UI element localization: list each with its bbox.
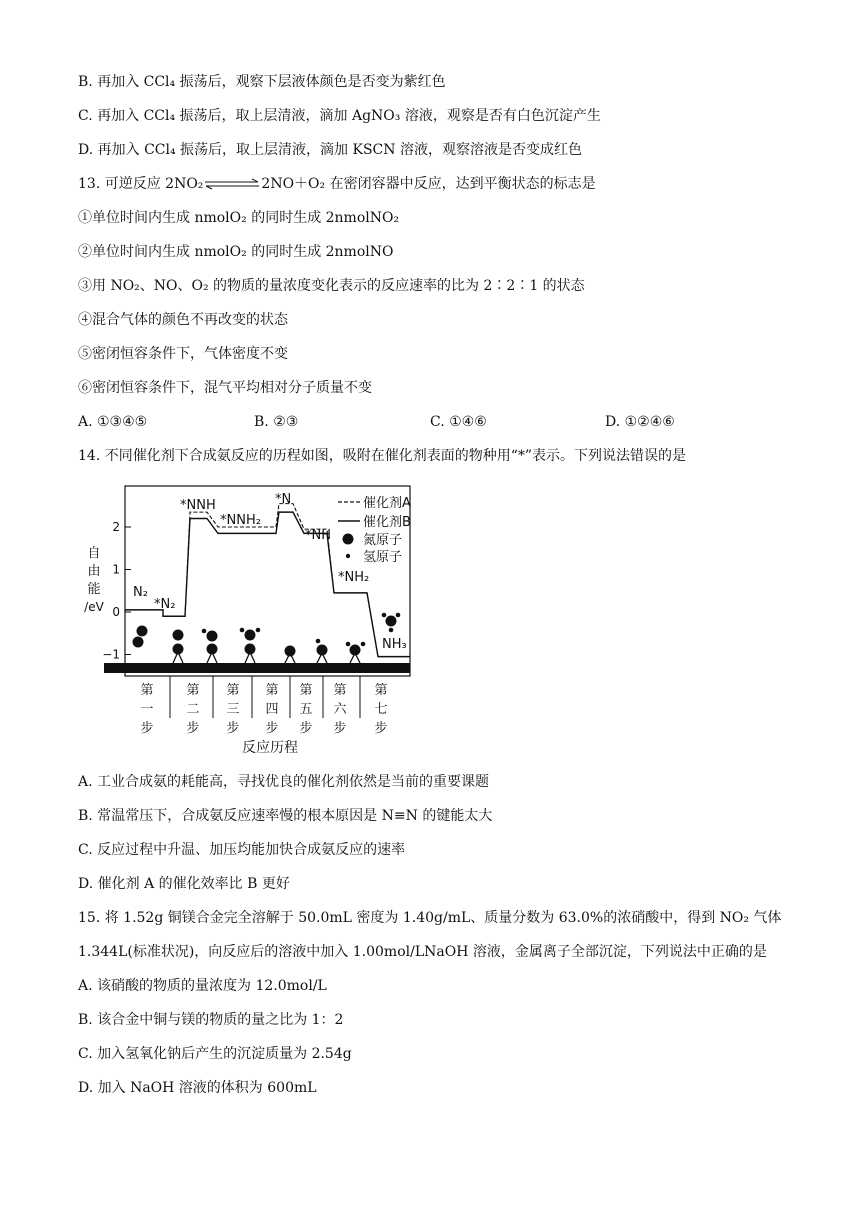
q14-stem: 14. 不同催化剂下合成氨反应的历程如图，吸附在催化剂表面的物种用“*”表示。下列说法错误的是 [78,448,687,464]
step-label-7: 第 [374,683,388,698]
species-label: *NH₂ [338,570,370,585]
q13-item-4: ④混合气体的颜色不再改变的状态 [78,312,288,328]
legend-label: 氮原子 [363,533,403,548]
step-label-5: 五 [299,702,313,717]
step-label-2: 第 [186,683,200,698]
legend-label: 氢原子 [363,550,403,565]
q14-option-c: C. 反应过程中升温、加压均能加快合成氨反应的速率 [78,842,406,858]
y-axis-label-char: 自 [87,546,101,561]
step-label-7: 步 [374,721,388,736]
q13-item-6: ⑥密闭恒容条件下，混气平均相对分子质量不变 [78,380,372,396]
y-tick-label: −1 [102,647,120,662]
q14-option-a: A. 工业合成氨的耗能高，寻找优良的催化剂依然是当前的重要课题 [78,774,490,790]
reaction-energy-diagram [80,480,420,760]
species-label: N₂ [133,585,148,600]
q15-option-b: B. 该合金中铜与镁的物质的量之比为 1：2 [78,1012,344,1028]
q15-option-d: D. 加入 NaOH 溶液的体积为 600mL [78,1080,317,1096]
species-label: *NNH₂ [220,513,261,528]
species-label: *N [275,492,292,507]
step-label-4: 步 [265,721,279,736]
q13-option-d: D. ①②④⑥ [605,414,675,430]
y-axis-label-char: 由 [87,564,101,579]
hydrogen-atom-icon [382,613,387,618]
hydrogen-atom-icon [316,639,321,644]
hydrogen-atom-icon [346,642,351,647]
y-axis-label-char: 能 [87,582,101,597]
q13-stem-right: 2NO＋O₂ 在密闭容器中反应，达到平衡状态的标志是 [261,176,596,192]
nitrogen-atom-icon [173,630,184,641]
q14-option-d: D. 催化剂 A 的催化效率比 B 更好 [78,876,290,892]
step-label-5: 步 [299,721,313,736]
hydrogen-atom-icon [240,628,245,633]
nitrogen-atom-icon [133,637,144,648]
species-label: NH₃ [382,637,407,652]
q13-item-3: ③用 NO₂、NO、O₂ 的物质的量浓度变化表示的反应速率的比为 2∶2∶1 的状态 [78,278,585,294]
step-label-4: 第 [265,683,279,698]
step-label-6: 六 [333,702,347,717]
species-label: *N₂ [154,597,176,612]
hydrogen-atom-icon [361,642,366,647]
species-label: *NNH [180,498,216,513]
legend-nitrogen-atom-icon [343,534,354,545]
legend-hydrogen-atom-icon [346,554,350,558]
nitrogen-atom-icon [386,616,397,627]
step-label-3: 第 [226,683,240,698]
nitrogen-atom-icon [245,630,256,641]
q13-option-c: C. ①④⑥ [430,414,487,430]
q15-option-a: A. 该硝酸的物质的量浓度为 12.0mol/L [78,978,327,994]
y-tick-label: 1 [112,562,120,577]
catalyst-surface [104,663,410,673]
x-axis-label: 反应历程 [242,740,298,756]
q12-option-d: D. 再加入 CCl₄ 振荡后，取上层清液，滴加 KSCN 溶液，观察溶液是否变成红色 [78,142,582,158]
hydrogen-atom-icon [202,629,207,634]
nitrogen-atom-icon [137,626,148,637]
hydrogen-atom-icon [389,628,394,633]
q12-option-b: B. 再加入 CCl₄ 振荡后，观察下层液体颜色是否变为紫红色 [78,74,446,90]
q13-item-2: ②单位时间内生成 nmolO₂ 的同时生成 2nmolNO [78,244,394,260]
step-label-7: 七 [374,702,388,717]
step-label-2: 步 [186,721,200,736]
nitrogen-atom-icon [207,631,218,642]
step-label-1: 一 [140,702,154,717]
step-label-6: 步 [333,721,347,736]
y-tick-label: 2 [112,520,120,534]
nitrogen-atom-icon [285,646,296,657]
q15-stem-line1: 15. 将 1.52g 铜镁合金完全溶解于 50.0mL 密度为 1.40g/mL、质量分数为 63.0%的浓硝酸中，得到 NO₂ 气体 [78,910,782,926]
q15-stem-line2: 1.344L(标准状况)，向反应后的溶液中加入 1.00mol/LNaOH 溶液，金属离子全部沉淀，下列说法中正确的是 [78,944,767,960]
hydrogen-atom-icon [396,613,401,618]
q12-option-c: C. 再加入 CCl₄ 振荡后，取上层清液，滴加 AgNO₃ 溶液，观察是否有白色沉淀产生 [78,108,601,124]
step-label-6: 第 [333,683,347,698]
step-label-5: 第 [299,683,313,698]
species-label: *NH [305,528,331,543]
step-label-4: 四 [265,702,279,717]
q13-item-5: ⑤密闭恒容条件下，气体密度不变 [78,346,288,362]
q13-stem [78,174,596,194]
q13-stem-left: 13. 可逆反应 2NO₂ [78,176,204,192]
q15-option-c: C. 加入氢氧化钠后产生的沉淀质量为 2.54g [78,1046,352,1062]
step-label-3: 步 [226,721,240,736]
q14-option-b: B. 常温常压下，合成氨反应速率慢的根本原因是 N≡N 的键能太大 [78,808,493,824]
q13-option-a: A. ①③④⑤ [78,414,148,430]
step-label-2: 二 [186,702,200,717]
legend-label: 催化剂B [363,515,411,530]
y-tick-label: 0 [112,605,120,619]
step-label-1: 步 [140,721,154,736]
y-axis-label-unit: /eV [84,600,104,614]
hydrogen-atom-icon [256,628,261,633]
q13-item-1: ①单位时间内生成 nmolO₂ 的同时生成 2nmolNO₂ [78,210,400,226]
reversible-arrow-icon [204,178,260,190]
step-label-3: 三 [226,702,240,717]
legend-label: 催化剂A [363,496,411,511]
step-label-1: 第 [140,683,154,698]
q13-option-b: B. ②③ [254,414,299,430]
